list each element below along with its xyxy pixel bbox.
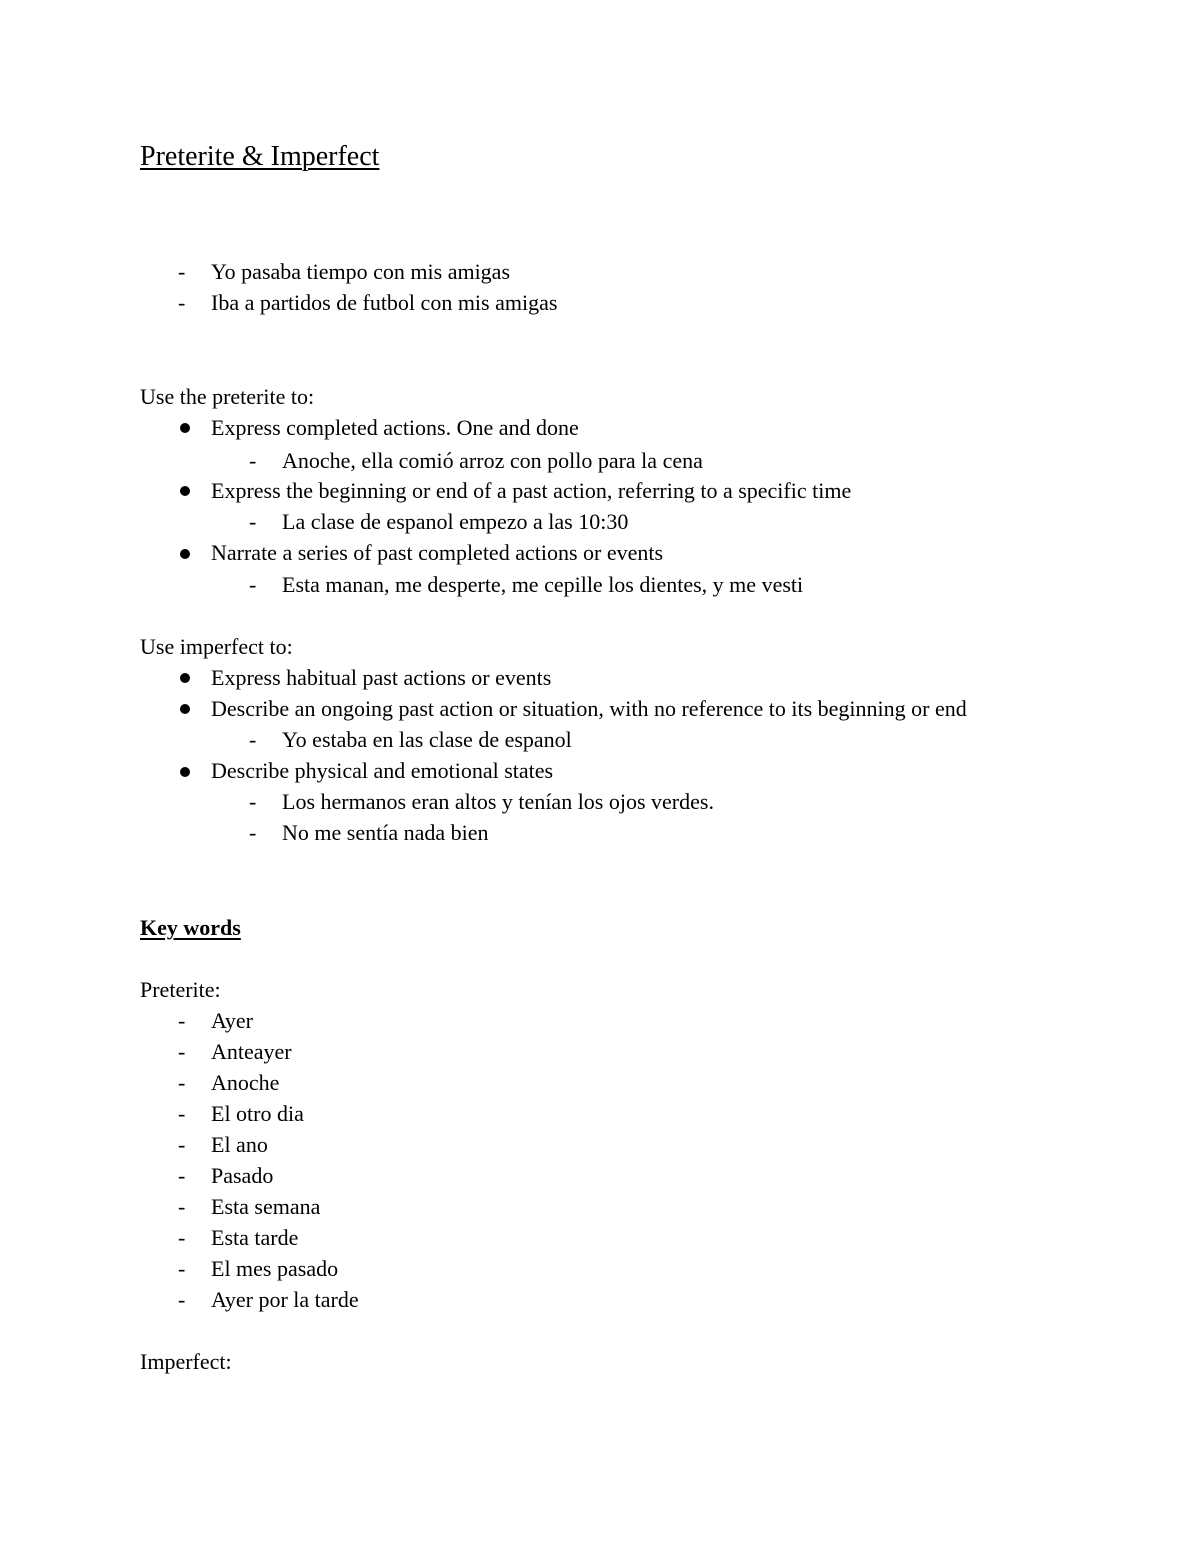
dash-marker: - <box>178 1132 186 1157</box>
list-item: Iba a partidos de futbol con mis amigas <box>211 290 558 315</box>
preterite-usage-heading: Use the preterite to: <box>140 384 315 409</box>
keyword-item: Ayer <box>211 1008 253 1033</box>
dash-marker: - <box>178 1163 186 1188</box>
keyword-item: El ano <box>211 1132 268 1157</box>
bullet-item: Express completed actions. One and done <box>211 415 579 440</box>
example-item: La clase de espanol empezo a las 10:30 <box>282 509 629 534</box>
bullet-icon <box>180 704 190 714</box>
dash-marker: - <box>178 1287 186 1312</box>
keyword-item: Esta semana <box>211 1194 321 1219</box>
dash-marker: - <box>178 290 186 315</box>
dash-marker: - <box>249 448 257 473</box>
bullet-item: Express the beginning or end of a past action, referring to a specific time <box>211 478 852 503</box>
dash-marker: - <box>178 1194 186 1219</box>
keyword-item: Anoche <box>211 1070 280 1095</box>
dash-marker: - <box>249 509 257 534</box>
bullet-icon <box>180 423 190 433</box>
bullet-item: Describe physical and emotional states <box>211 758 554 783</box>
example-item: Anoche, ella comió arroz con pollo para la cena <box>282 448 703 473</box>
dash-marker: - <box>178 1101 186 1126</box>
keyword-item: Pasado <box>211 1163 274 1188</box>
dash-marker: - <box>249 727 257 752</box>
keyword-item: El otro dia <box>211 1101 304 1126</box>
bullet-icon <box>180 549 190 559</box>
dash-marker: - <box>178 1039 186 1064</box>
dash-marker: - <box>249 572 257 597</box>
dash-marker: - <box>178 1008 186 1033</box>
bullet-icon <box>180 767 190 777</box>
example-item: Esta manan, me desperte, me cepille los dientes, y me vesti <box>282 572 804 597</box>
dash-marker: - <box>178 1070 186 1095</box>
keyword-item: Esta tarde <box>211 1225 299 1250</box>
page-title: Preterite & Imperfect <box>140 141 380 172</box>
bullet-item: Narrate a series of past completed actions or events <box>211 540 664 565</box>
bullet-icon <box>180 673 190 683</box>
imperfect-keywords-label: Imperfect: <box>140 1349 232 1374</box>
example-item: Los hermanos eran altos y tenían los ojos verdes. <box>282 789 714 814</box>
example-item: Yo estaba en las clase de espanol <box>282 727 572 752</box>
dash-marker: - <box>249 820 257 845</box>
list-item: Yo pasaba tiempo con mis amigas <box>211 259 511 284</box>
bullet-item: Express habitual past actions or events <box>211 665 552 690</box>
dash-marker: - <box>178 1225 186 1250</box>
dash-marker: - <box>178 1256 186 1281</box>
dash-marker: - <box>178 259 186 284</box>
imperfect-usage-heading: Use imperfect to: <box>140 634 293 659</box>
bullet-item: Describe an ongoing past action or situation, with no reference to its beginning or end <box>211 696 967 721</box>
preterite-keywords-label: Preterite: <box>140 977 221 1002</box>
example-item: No me sentía nada bien <box>282 820 489 845</box>
keyword-item: Ayer por la tarde <box>211 1287 359 1312</box>
dash-marker: - <box>249 789 257 814</box>
bullet-icon <box>180 486 190 496</box>
keyword-item: El mes pasado <box>211 1256 339 1281</box>
keyword-item: Anteayer <box>211 1039 292 1064</box>
key-words-heading: Key words <box>140 915 241 940</box>
